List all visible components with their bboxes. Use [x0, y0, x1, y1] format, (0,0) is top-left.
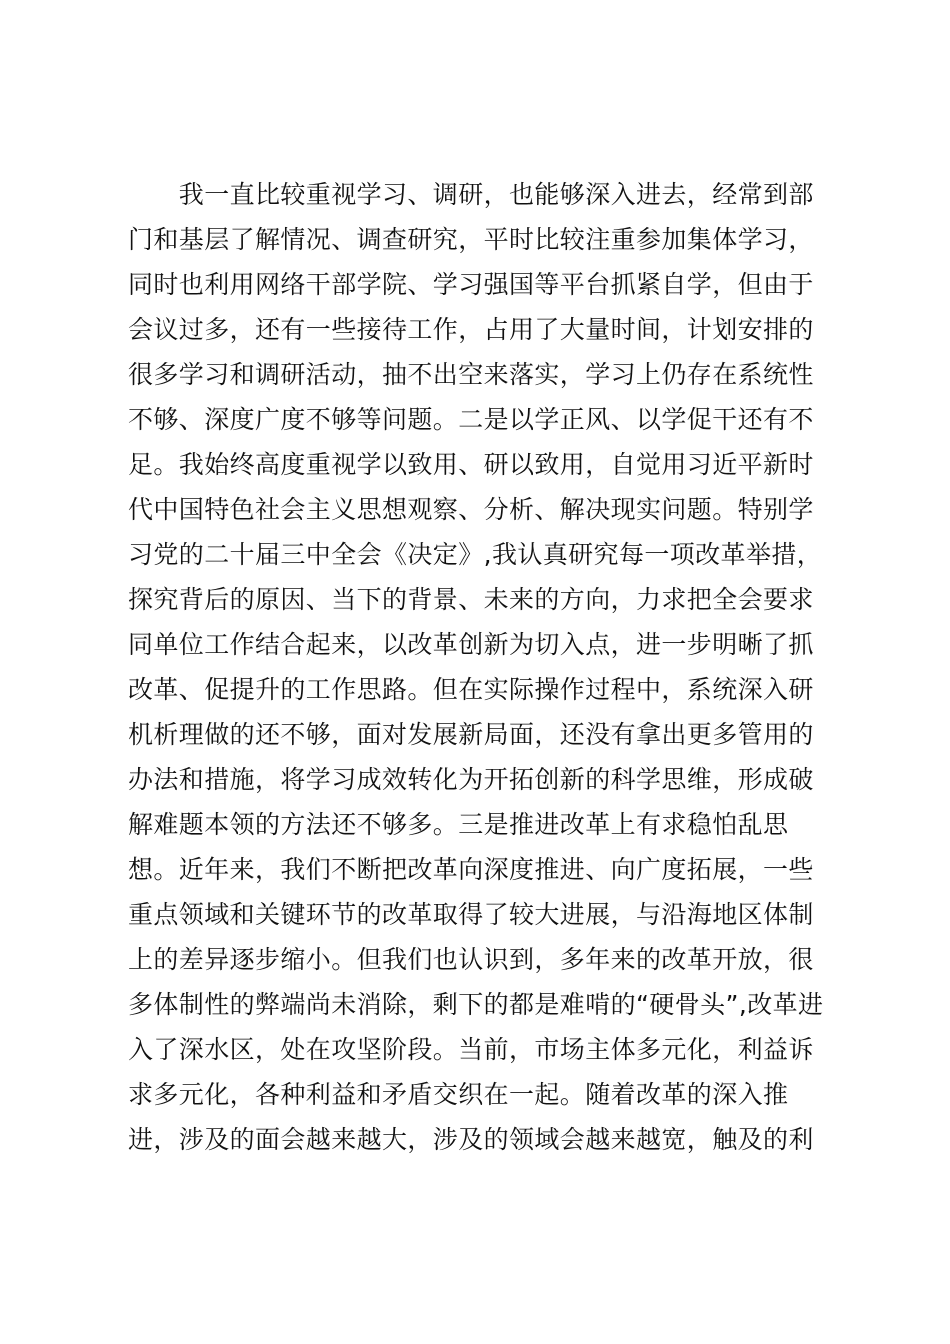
text-line-20: 入了深水区，处在攻坚阶段。当前，市场主体多元化，利益诉 [128, 1035, 814, 1064]
text-line-7: 足。我始终高度重视学以致用、研以致用，自觉用习近平新时 [128, 450, 814, 479]
text-line-15: 解难题本领的方法还不够多。三是推进改革上有求稳怕乱思 [128, 810, 789, 839]
text-line-11: 同单位工作结合起来，以改革创新为切入点，进一步明晰了抓 [128, 630, 814, 659]
body-paragraph [128, 172, 828, 1162]
text-line-22: 进，涉及的面会越来越大，涉及的领域会越来越宽，触及的利 [128, 1125, 814, 1154]
text-line-17: 重点领域和关键环节的改革取得了较大进展，与沿海地区体制 [128, 900, 814, 929]
text-line-8: 代中国特色社会主义思想观察、分析、解决现实问题。特别学 [128, 495, 814, 524]
text-line-21: 求多元化，各种利益和矛盾交织在一起。随着改革的深入推 [128, 1080, 789, 1109]
text-line-5: 很多学习和调研活动，抽不出空来落实，学习上仍存在系统性 [128, 360, 814, 389]
text-line-4: 会议过多，还有一些接待工作，占用了大量时间，计划安排的 [128, 315, 814, 344]
text-line-14: 办法和措施，将学习成效转化为开拓创新的科学思维，形成破 [128, 765, 814, 794]
text-line-3: 同时也利用网络干部学院、学习强国等平台抓紧自学，但由于 [128, 270, 814, 299]
text-line-1: 我一直比较重视学习、调研，也能够深入进去，经常到部 [128, 180, 814, 209]
text-line-19: 多体制性的弊端尚未消除，剩下的都是难啃的“硬骨头”,改革进 [128, 990, 824, 1019]
text-line-6: 不够、深度广度不够等问题。二是以学正风、以学促干还有不 [128, 405, 814, 434]
text-line-12: 改革、促提升的工作思路。但在实际操作过程中，系统深入研 [128, 675, 814, 704]
text-line-13: 机析理做的还不够，面对发展新局面，还没有拿出更多管用的 [128, 720, 814, 749]
text-line-10: 探究背后的原因、当下的背景、未来的方向，力求把全会要求 [128, 585, 814, 614]
text-line-18: 上的差异逐步缩小。但我们也认识到，多年来的改革开放，很 [128, 945, 814, 974]
text-line-16: 想。近年来，我们不断把改革向深度推进、向广度拓展，一些 [128, 855, 814, 884]
text-line-9: 习党的二十届三中全会《决定》,我认真研究每一项改革举措， [128, 540, 823, 569]
text-line-2: 门和基层了解情况、调查研究，平时比较注重参加集体学习， [128, 225, 814, 254]
